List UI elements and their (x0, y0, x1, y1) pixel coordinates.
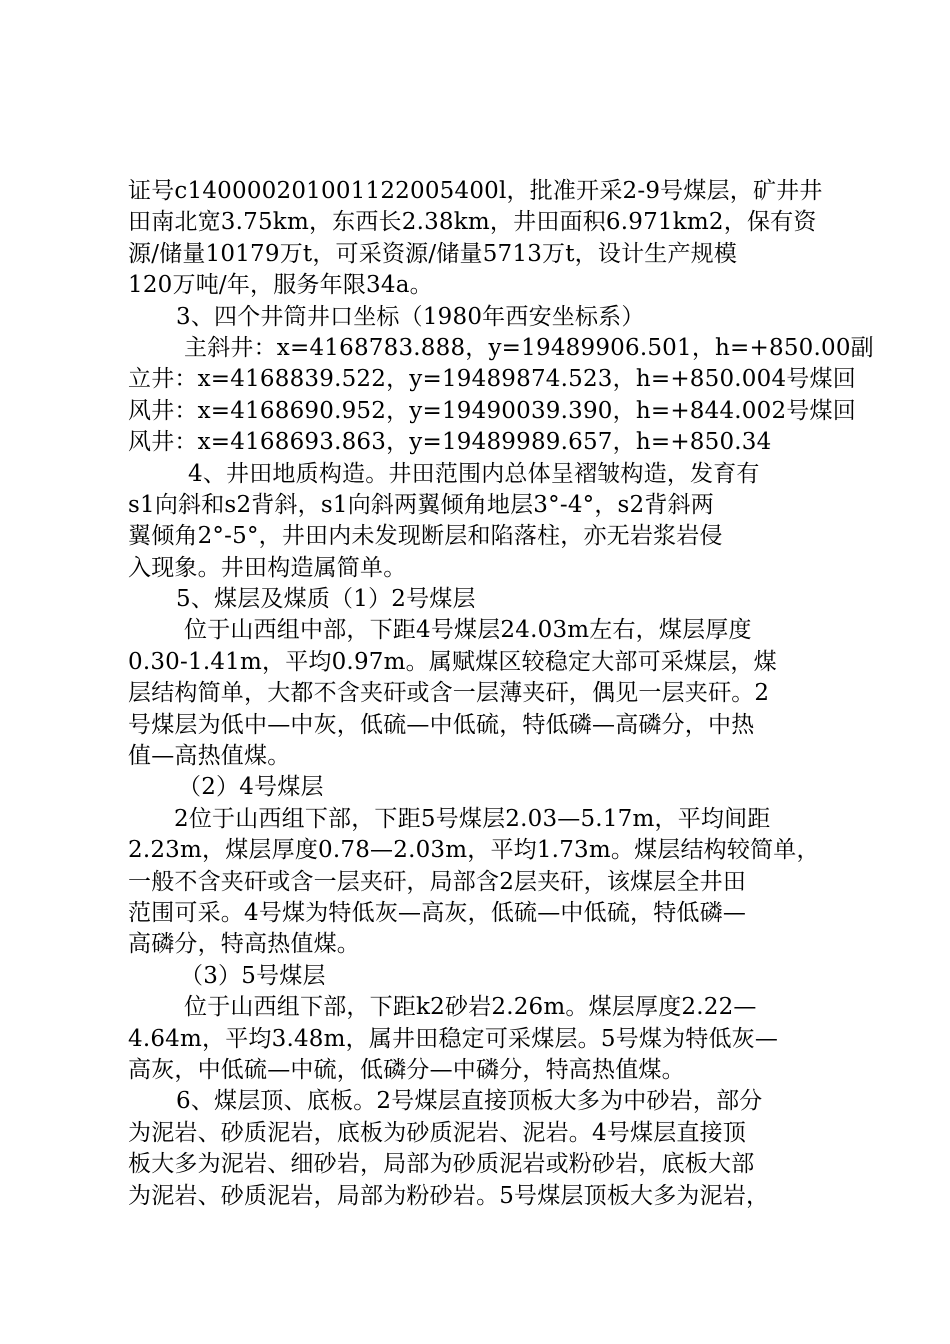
section-heading: 6、煤层顶、底板。2号煤层直接顶板大多为中砂岩，部分 (176, 1088, 763, 1115)
section-heading: 4、井田地质构造。井田范围内总体呈褶皱构造，发育有 (188, 460, 760, 487)
text-line: 0.30-1.41m，平均0.97m。属赋煤区较稳定大部可采煤层，煤 (128, 648, 777, 675)
text-line: 4.64m，平均3.48m，属井田稳定可采煤层。5号煤为特低灰— (128, 1025, 779, 1052)
text-line: 范围可采。4号煤为特低灰—高灰，低硫—中低硫，特低磷— (128, 899, 747, 926)
text-line: 入现象。井田构造属简单。 (128, 554, 407, 581)
text-line: 板大多为泥岩、细砂岩，局部为砂质泥岩或粉砂岩，底板大部 (128, 1151, 755, 1178)
text-line: 120万吨/年，服务年限34a。 (128, 272, 433, 299)
text-line: 高灰，中低硫—中硫，低磷分—中磷分，特高热值煤。 (128, 1056, 685, 1083)
text-line: 风井：x=4168690.952，y=19490039.390，h=+844.002号煤回 (128, 397, 856, 424)
section-heading: 3、四个井筒井口坐标（1980年西安坐标系） (176, 303, 645, 330)
document-body (128, 176, 874, 1212)
subsection-heading: （2）4号煤层 (178, 774, 324, 801)
text-line: 一般不含夹矸或含一层夹矸，局部含2层夹矸，该煤层全井田 (128, 868, 747, 895)
text-line: 2位于山西组下部，下距5号煤层2.03—5.17m，平均间距 (174, 805, 771, 832)
text-line: 证号c140000201001122005400l，批准开采2-9号煤层，矿井井 (128, 178, 823, 204)
subsection-heading: （3）5号煤层 (180, 962, 326, 989)
text-line: 源/储量10179万t，可采资源/储量5713万t，设计生产规模 (128, 240, 738, 267)
text-line: 主斜井：x=4168783.888，y=19489906.501，h=+850.00副 (184, 334, 874, 361)
text-line: 翼倾角2°-5°，井田内未发现断层和陷落柱，亦无岩浆岩侵 (128, 523, 723, 550)
text-line: 2.23m，煤层厚度0.78—2.03m，平均1.73m。煤层结构较简单， (128, 837, 820, 864)
section-heading: 5、煤层及煤质（1）2号煤层 (176, 586, 476, 613)
text-line: 号煤层为低中—中灰，低硫—中低硫，特低磷—高磷分，中热 (128, 711, 755, 738)
text-line: s1向斜和s2背斜，s1向斜两翼倾角地层3°-4°，s2背斜两 (128, 491, 714, 518)
text-line: 风井：x=4168693.863，y=19489989.657，h=+850.34 (128, 429, 772, 456)
text-line: 高磷分，特高热值煤。 (128, 931, 360, 958)
text-line: 位于山西组下部，下距k2砂岩2.26m。煤层厚度2.22— (184, 994, 757, 1021)
text-line: 为泥岩、砂质泥岩，局部为粉砂岩。5号煤层顶板大多为泥岩， (128, 1182, 770, 1209)
text-line: 田南北宽3.75km，东西长2.38km，井田面积6.971km2，保有资 (128, 209, 817, 236)
text-line: 立井：x=4168839.522，y=19489874.523，h=+850.004号煤回 (128, 366, 856, 393)
text-line: 层结构简单，大都不含夹矸或含一层薄夹矸，偶见一层夹矸。2 (128, 680, 770, 707)
text-line: 为泥岩、砂质泥岩，底板为砂质泥岩、泥岩。4号煤层直接顶 (128, 1119, 747, 1146)
text-line: 值—高热值煤。 (128, 743, 291, 770)
text-line: 位于山西组中部，下距4号煤层24.03m左右，煤层厚度 (184, 617, 752, 644)
